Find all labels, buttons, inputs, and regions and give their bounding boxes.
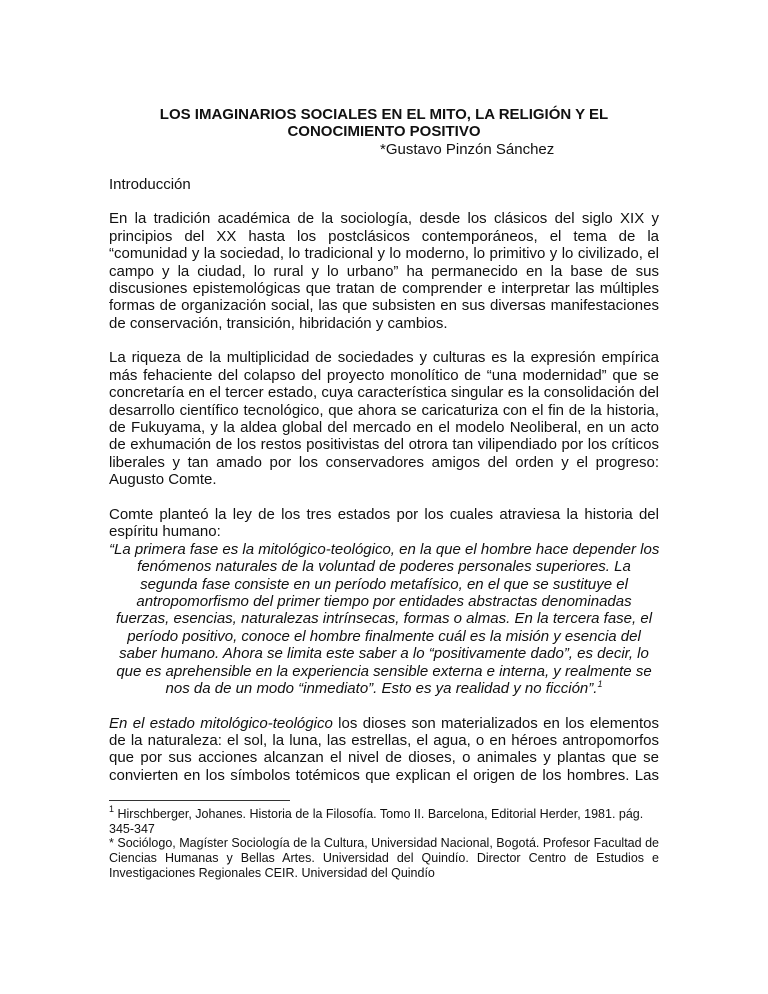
lead-rest: los dioses son materializados en los elementos bbox=[332, 714, 659, 732]
text-line-content: desarrollo científico tecnológico, que ahora se caricaturiza con el fin de la historia, bbox=[109, 401, 659, 419]
text-line bbox=[109, 663, 659, 680]
text-line bbox=[109, 228, 659, 245]
footnote-1 bbox=[109, 804, 659, 822]
text-line bbox=[109, 384, 659, 401]
text-line bbox=[109, 349, 659, 366]
text-line-content: convierten en los símbolos totémicos que explican el origen de los hombres. Las bbox=[109, 766, 659, 784]
text-line-content: que por sus acciones alcanzan el nivel de dioses, o animales y plantas que se bbox=[109, 749, 659, 767]
text-line bbox=[109, 419, 659, 436]
text-line-content: fenómenos naturales de la voluntad de poderes personales superiores. La bbox=[137, 558, 631, 576]
text-line-content: saber humano. Ahora se limita este saber a lo “positivamente dado”, es decir, lo bbox=[119, 645, 649, 663]
paragraph-line bbox=[109, 715, 659, 732]
section-heading: Introducción bbox=[109, 175, 191, 193]
document-page bbox=[109, 106, 659, 880]
text-line bbox=[109, 402, 659, 419]
block-quote bbox=[109, 541, 659, 698]
text-line bbox=[109, 454, 659, 471]
text-line-content: fuerzas, esencias, naturalezas intrínsecas, formas o almas. En la tercera fase, el bbox=[115, 610, 653, 628]
text-line bbox=[109, 749, 659, 766]
text-line-content: período positivo, conoce el hombre finalmente cuál es la misión y esencia del bbox=[127, 627, 641, 645]
text-line bbox=[109, 576, 659, 593]
text-line bbox=[109, 558, 659, 575]
text-line bbox=[109, 210, 659, 227]
text-line-content: “La primera fase es la mitológico-teológico, en la que el hombre hace depender los bbox=[109, 540, 660, 558]
text-line bbox=[109, 471, 659, 488]
footnote-divider bbox=[109, 800, 290, 801]
text-line bbox=[109, 263, 659, 280]
paragraph-2 bbox=[109, 349, 659, 488]
text-line bbox=[109, 541, 659, 558]
text-line bbox=[109, 245, 659, 262]
text-line bbox=[109, 645, 659, 662]
footnote-1-text: Hirschberger, Johanes. Historia de la Filosofía. Tomo II. Barcelona, Editorial Herder, 1981. pág. bbox=[114, 807, 644, 822]
text-line-content: antropomorfismo del primer tiempo por entidades abstractas denominadas bbox=[136, 592, 632, 610]
text-line bbox=[109, 506, 659, 523]
paragraph-4 bbox=[109, 715, 659, 785]
text-line bbox=[109, 367, 659, 384]
text-line-content: de la naturaleza: el sol, la luna, las estrellas, el agua, o en héroes antropomorfos bbox=[109, 732, 659, 750]
text-line-content: La riqueza de la multiplicidad de sociedades y culturas es la expresión empírica bbox=[109, 349, 659, 367]
text-line-content: En la tradición académica de la sociología, desde los clásicos del siglo XIX y bbox=[109, 210, 659, 228]
text-line-content: más fehaciente del colapso del proyecto monolítico de “una modernidad” que se bbox=[109, 366, 659, 384]
text-line-content: liberales y tan amado por los conservadores amigos del orden y el progreso: bbox=[109, 453, 659, 471]
text-line-content: Investigaciones Regionales CEIR. Universidad del Quindío bbox=[109, 865, 435, 880]
text-line bbox=[109, 297, 659, 314]
text-line bbox=[109, 436, 659, 453]
text-line bbox=[109, 315, 659, 332]
text-line-content: que es aprehensible en la experiencia sensible externa e interna, y realmente se bbox=[116, 662, 652, 680]
footnote-reference[interactable]: 1 bbox=[597, 678, 603, 689]
text-line-content: Augusto Comte. bbox=[109, 471, 217, 489]
text-line-content: concretaría en el tercer estado, cuya característica singular es la consolidación del bbox=[109, 384, 659, 402]
text-line bbox=[109, 866, 659, 881]
text-line-content: de exhumación de los restos positivistas del otrora tan vilipendiado por los críticos bbox=[109, 436, 659, 454]
document-title-line-2: CONOCIMIENTO POSITIVO bbox=[287, 123, 481, 141]
text-line-content: * Sociólogo, Magíster Sociología de la Cultura, Universidad Nacional, Bogotá. Profesor Facultad de bbox=[109, 836, 659, 851]
author-footnote bbox=[109, 836, 659, 880]
text-line bbox=[109, 523, 659, 540]
paragraph-1 bbox=[109, 210, 659, 332]
text-line bbox=[109, 732, 659, 749]
text-line bbox=[109, 836, 659, 851]
text-line-content: Ciencias Humanas y Bellas Artes. Universidad del Quindío. Director Centro de Estudios e bbox=[109, 851, 659, 866]
text-line bbox=[109, 610, 659, 627]
text-line bbox=[109, 593, 659, 610]
text-line-content: campo y la ciudad, lo rural y lo urbano” ha permanecido en la base de sus bbox=[109, 262, 659, 280]
text-line-content: Comte planteó la ley de los tres estados por los cuales atraviesa la historia del bbox=[109, 505, 659, 523]
text-line-content: principios del XX hasta los postclásicos contemporáneos, el tema de la bbox=[109, 227, 659, 245]
paragraph-4-lines bbox=[109, 732, 659, 784]
text-line-content: de Fukuyama, y la aldea global del mercado en el modelo Neoliberal, en un acto bbox=[109, 419, 659, 437]
text-line-content: “comunidad y la sociedad, lo tradicional y lo moderno, lo primitivo y lo civilizado, el bbox=[109, 245, 659, 263]
text-line bbox=[109, 628, 659, 645]
text-line-content: de conservación, transición, hibridación y cambios. bbox=[109, 314, 448, 332]
text-line-content: segunda fase consiste en un período metafísico, en el que se sustituye el bbox=[140, 575, 628, 593]
text-line-content: espíritu humano: bbox=[109, 523, 221, 541]
text-line bbox=[109, 280, 659, 297]
footnote-1-pages: 345-347 bbox=[109, 821, 155, 836]
text-line-content: nos da de un modo “inmediato”. Esto es ya realidad y no ficción”. bbox=[165, 679, 598, 697]
text-line bbox=[109, 680, 659, 697]
text-line bbox=[109, 767, 659, 784]
text-line-content: formas de organización social, las que subsisten en sus diversas manifestaciones bbox=[109, 297, 659, 315]
paragraph-3 bbox=[109, 506, 659, 541]
document-title-line-1: LOS IMAGINARIOS SOCIALES EN EL MITO, LA RELIGIÓN Y EL bbox=[159, 106, 609, 123]
text-line bbox=[109, 851, 659, 866]
text-line-content: discusiones epistemológicas que tratan de comprender e interpretar las múltiples bbox=[109, 279, 659, 297]
footnote-1-mark: 1 bbox=[109, 804, 115, 815]
footnotes bbox=[109, 804, 659, 880]
italic-lead: En el estado mitológico-teológico bbox=[109, 714, 333, 732]
author-name: *Gustavo Pinzón Sánchez bbox=[380, 140, 555, 158]
